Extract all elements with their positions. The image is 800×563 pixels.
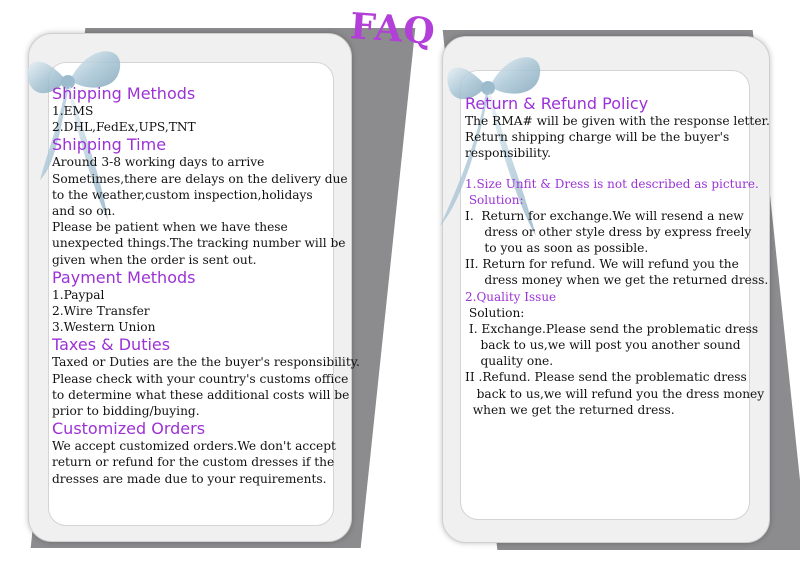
text-line: when we get the returned dress.	[465, 402, 675, 417]
text-line: The RMA# will be given with the response letter.	[465, 114, 770, 128]
text-line: Sometimes,there are delays on the delivery due	[52, 171, 348, 186]
section-heading: Shipping Methods	[52, 84, 196, 103]
text-line: 2.DHL,FedEx,UPS,TNT	[52, 120, 196, 135]
subheading: Solution:	[465, 192, 524, 207]
section-heading: Taxes & Duties	[52, 335, 171, 355]
text-line: to determine what these additional costs will be	[52, 387, 350, 402]
text-line: Please check with your country's customs office	[52, 371, 349, 386]
text-line: dress money when we get the returned dress.	[465, 273, 769, 288]
text-line: to you as soon as possible.	[465, 241, 649, 256]
text-line: II .Refund. Please send the problematic dress	[465, 370, 747, 385]
text-line: given when the order is sent out.	[52, 252, 257, 267]
text-line: 1.EMS	[52, 104, 94, 118]
text-line: back to us,we will post you another sound	[465, 338, 741, 353]
text-line: to the weather,custom inspection,holidays	[52, 187, 313, 202]
text-line: unexpected things.The tracking number will be	[52, 236, 346, 251]
text-line: I. Exchange.Please send the problematic dress	[465, 321, 759, 336]
text-line: Return shipping charge will be the buyer's	[465, 130, 730, 145]
text-line: We accept customized orders.We don't accept	[52, 439, 336, 454]
section-heading: Shipping Time	[52, 135, 167, 155]
text-line: 2.Wire Transfer	[52, 304, 150, 319]
text-line: 3.Western Union	[52, 320, 156, 335]
text-line: Please be patient when we have these	[52, 220, 288, 235]
section-heading: Customized Orders	[52, 419, 206, 439]
text-line: prior to bidding/buying.	[52, 404, 200, 419]
text-line: Around 3-8 working days to arrive	[52, 155, 265, 170]
subheading: 2.Quality Issue	[465, 289, 557, 304]
text-line: I. Return for exchange.We will resend a new	[465, 208, 744, 223]
section-heading: Payment Methods	[52, 267, 196, 287]
page-title: FAQ	[348, 5, 438, 53]
section-heading: Return & Refund Policy	[465, 94, 649, 113]
text-line: dress or other style dress by express freely	[465, 224, 752, 239]
text-line: dresses are made due to your requirements.	[52, 471, 327, 486]
spacer	[465, 162, 750, 176]
text-line: return or refund for the custom dresses if the	[52, 455, 335, 470]
text-line: quality one.	[465, 354, 554, 369]
text-line: and so on.	[52, 204, 116, 219]
faq-left-column	[52, 84, 360, 487]
text-line: 1.Paypal	[52, 287, 105, 302]
text-line: back to us,we will refund you the dress money	[465, 386, 765, 401]
text-line: Solution:	[465, 305, 525, 320]
text-line: Taxed or Duties are the the buyer's responsibility.	[52, 355, 360, 370]
text-line: responsibility.	[465, 146, 551, 161]
faq-right-column	[465, 94, 770, 418]
subheading: 1.Size Unfit & Dress is not described as picture.	[465, 176, 759, 191]
text-line: II. Return for refund. We will refund you the	[465, 257, 739, 272]
